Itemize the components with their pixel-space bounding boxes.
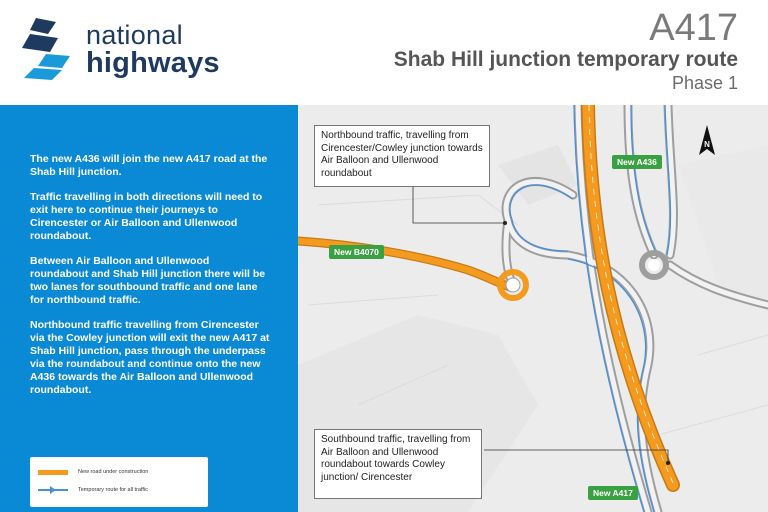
- road-number: A417: [649, 7, 738, 49]
- southbound-callout: Southbound traffic, travelling from Air Balloon and Ullenwood roundabout towards Cowley junction/ Cirencester: [314, 429, 482, 499]
- logo-text-national: national: [86, 20, 183, 50]
- north-letter: N: [704, 140, 710, 149]
- sidebar-paragraph: Between Air Balloon and Ullenwood roundabout and Shab Hill junction there will be two lanes for southbound traffic and one lane for northbound traffic.: [30, 255, 266, 306]
- orange-swatch-icon: [38, 470, 68, 475]
- north-arrow-icon: [697, 125, 717, 161]
- info-sidebar: [0, 105, 298, 512]
- route-map[interactable]: [298, 105, 768, 512]
- legend-label: Temporary route for all traffic: [78, 487, 148, 493]
- legend-item-temporary-route: [38, 487, 148, 493]
- legend-label: New road under construction: [78, 469, 149, 475]
- title-block: [394, 8, 738, 94]
- sidebar-text: [30, 153, 270, 409]
- road-label-a436: New A436: [612, 155, 662, 169]
- sidebar-paragraph: The new A436 will join the new A417 road at the Shab Hill junction.: [30, 153, 268, 178]
- arrow-line-icon: [38, 489, 68, 491]
- sidebar-paragraph: Northbound traffic travelling from Cirencester via the Cowley junction will exit the new A417 at Shab Hill junction, pass through the underpass via the roundabout and continue onto the new A436 towards the Air Balloon and Ullenwood roundabout.: [30, 319, 270, 396]
- page-title: Shab Hill junction temporary route: [393, 48, 738, 71]
- phase-label: Phase 1: [671, 73, 738, 93]
- logo-text-highways: highways: [86, 47, 220, 79]
- logo-mark-icon: [22, 18, 78, 80]
- road-label-b4070: New B4070: [329, 245, 384, 259]
- map-legend: [30, 457, 208, 507]
- road-label-a417: New A417: [588, 486, 638, 500]
- legend-item-new-road: [38, 469, 148, 475]
- sidebar-paragraph: Traffic travelling in both directions will need to exit here to continue their journeys to Cirencester or Air Balloon and Ullenwood roundabout.: [30, 191, 263, 242]
- header: [0, 0, 768, 105]
- national-highways-logo: [22, 18, 222, 88]
- northbound-callout: Northbound traffic, travelling from Cirencester/Cowley junction towards Air Balloon and Ullenwood roundabout: [314, 125, 490, 187]
